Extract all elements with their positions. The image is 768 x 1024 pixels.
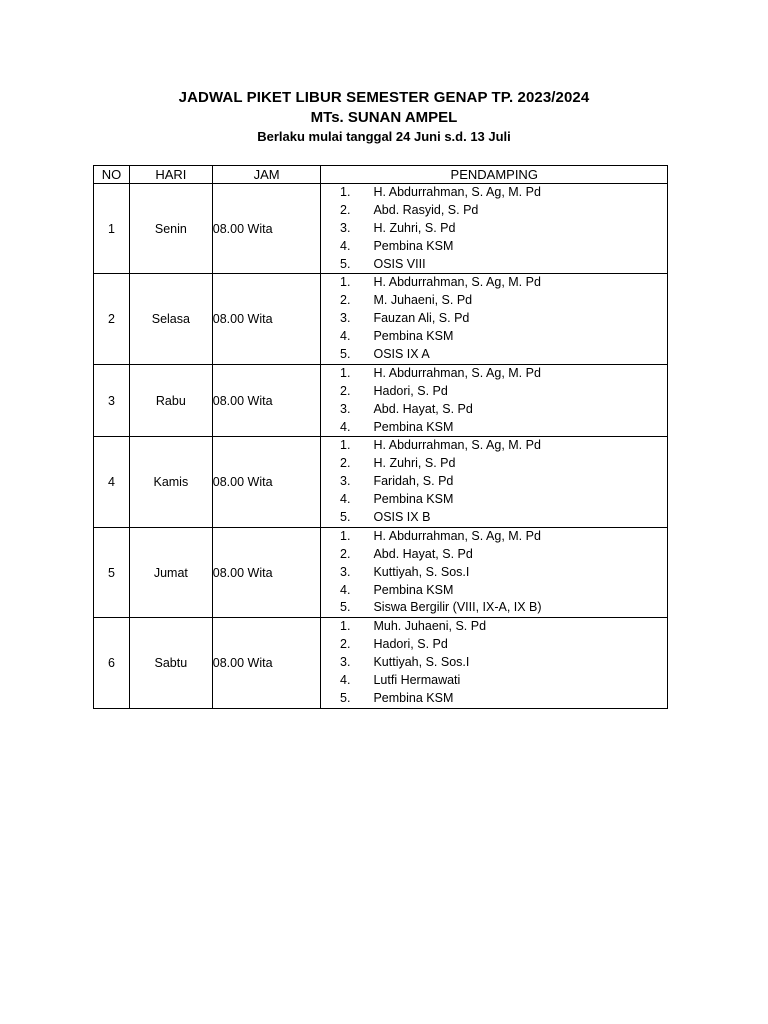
cell-pendamping	[321, 618, 668, 708]
cell-hari: Kamis	[129, 437, 212, 527]
cell-jam: 08.00 Wita	[212, 184, 321, 274]
list-item-number: 1.	[340, 275, 351, 290]
list-item-name: H. Abdurrahman, S. Ag, M. Pd	[373, 275, 541, 290]
list-item-name: Pembina KSM	[373, 582, 454, 597]
cell-no: 5	[94, 527, 130, 617]
column-header-no: NO	[94, 166, 130, 184]
list-item-number: 1.	[340, 185, 351, 199]
school-name: MTs. SUNAN AMPEL	[310, 109, 458, 126]
list-item	[321, 383, 667, 401]
list-item-number: 5.	[340, 347, 351, 362]
list-item	[321, 401, 667, 419]
cell-pendamping	[321, 274, 668, 364]
list-item	[321, 256, 667, 274]
cell-jam: 08.00 Wita	[212, 618, 321, 708]
list-item-name: Pembina KSM	[373, 492, 454, 507]
list-item-name: Fauzan Ali, S. Pd	[373, 311, 470, 326]
list-item-name: Faridah, S. Pd	[373, 474, 454, 489]
document-title: JADWAL PIKET LIBUR SEMESTER GENAP TP. 2023/2024	[178, 89, 590, 106]
list-item-name: Abd. Rasyid, S. Pd	[373, 202, 479, 217]
list-item-number: 5.	[340, 600, 351, 615]
pendamping-list	[321, 437, 667, 526]
list-item-name: Abd. Hayat, S. Pd	[373, 401, 473, 416]
list-item-number: 3.	[340, 474, 351, 489]
cell-jam: 08.00 Wita	[212, 437, 321, 527]
pendamping-list	[321, 618, 667, 707]
list-item-number: 1.	[340, 365, 351, 380]
cell-hari: Rabu	[129, 364, 212, 437]
list-item-name: Pembina KSM	[373, 419, 454, 434]
table-row	[94, 437, 668, 527]
list-item-number: 4.	[340, 419, 351, 434]
list-item	[321, 184, 667, 202]
list-item	[321, 582, 667, 600]
cell-hari: Sabtu	[129, 618, 212, 708]
cell-no: 1	[94, 184, 130, 274]
list-item-name: Kuttiyah, S. Sos.I	[373, 655, 470, 670]
cell-hari: Jumat	[129, 527, 212, 617]
pendamping-list	[321, 365, 667, 437]
list-item	[321, 509, 667, 527]
list-item	[321, 292, 667, 310]
document-header	[0, 88, 768, 146]
list-item-name: H. Zuhri, S. Pd	[373, 220, 456, 235]
cell-hari: Senin	[129, 184, 212, 274]
cell-no: 2	[94, 274, 130, 364]
list-item-number: 3.	[340, 655, 351, 670]
list-item	[321, 672, 667, 690]
list-item-name: Pembina KSM	[373, 329, 454, 344]
list-item	[321, 202, 667, 220]
pendamping-list	[321, 528, 667, 617]
list-item	[321, 473, 667, 491]
list-item-number: 2.	[340, 637, 351, 652]
list-item-name: Siswa Bergilir (VIII, IX-A, IX B)	[373, 600, 542, 615]
cell-no: 3	[94, 364, 130, 437]
column-header-hari: HARI	[129, 166, 212, 184]
table-body	[94, 184, 668, 709]
cell-no: 4	[94, 437, 130, 527]
column-header-jam: JAM	[212, 166, 321, 184]
cell-pendamping	[321, 437, 668, 527]
table-header-row	[94, 166, 668, 184]
cell-pendamping	[321, 184, 668, 274]
duty-schedule-table	[93, 165, 668, 709]
list-item-name: H. Abdurrahman, S. Ag, M. Pd	[373, 365, 541, 380]
list-item-name: Hadori, S. Pd	[373, 383, 448, 398]
list-item-number: 5.	[340, 690, 351, 705]
list-item	[321, 346, 667, 364]
pendamping-list	[321, 274, 667, 363]
list-item-name: OSIS IX B	[373, 510, 431, 525]
list-item-number: 4.	[340, 582, 351, 597]
list-item	[321, 491, 667, 509]
list-item-name: Abd. Hayat, S. Pd	[373, 546, 473, 561]
validity-period: Berlaku mulai tanggal 24 Juni s.d. 13 Juli	[257, 129, 511, 144]
list-item-number: 1.	[340, 438, 351, 453]
list-item-number: 2.	[340, 202, 351, 217]
list-item-number: 3.	[340, 564, 351, 579]
pendamping-list	[321, 184, 667, 273]
list-item	[321, 546, 667, 564]
list-item-name: M. Juhaeni, S. Pd	[373, 293, 473, 308]
cell-no: 6	[94, 618, 130, 708]
list-item-number: 1.	[340, 528, 351, 543]
list-item-number: 2.	[340, 546, 351, 561]
list-item	[321, 636, 667, 654]
table-row	[94, 274, 668, 364]
cell-pendamping	[321, 527, 668, 617]
list-item-name: Kuttiyah, S. Sos.I	[373, 564, 470, 579]
list-item-name: Muh. Juhaeni, S. Pd	[373, 619, 487, 634]
list-item-name: H. Abdurrahman, S. Ag, M. Pd	[373, 185, 541, 199]
list-item-name: Lutfi Hermawati	[373, 673, 461, 688]
cell-jam: 08.00 Wita	[212, 274, 321, 364]
column-header-pendamping: PENDAMPING	[321, 166, 668, 184]
list-item-name: H. Abdurrahman, S. Ag, M. Pd	[373, 438, 541, 453]
list-item-name: H. Zuhri, S. Pd	[373, 456, 456, 471]
list-item-name: OSIS VIII	[373, 256, 426, 271]
list-item	[321, 365, 667, 383]
cell-jam: 08.00 Wita	[212, 364, 321, 437]
list-item-number: 3.	[340, 401, 351, 416]
list-item-number: 2.	[340, 293, 351, 308]
list-item-number: 5.	[340, 256, 351, 271]
list-item-name: Hadori, S. Pd	[373, 637, 448, 652]
table-row	[94, 364, 668, 437]
list-item-number: 2.	[340, 456, 351, 471]
list-item-number: 4.	[340, 673, 351, 688]
list-item	[321, 654, 667, 672]
cell-jam: 08.00 Wita	[212, 527, 321, 617]
table-row	[94, 618, 668, 708]
table-row	[94, 184, 668, 274]
list-item	[321, 220, 667, 238]
cell-pendamping	[321, 364, 668, 437]
list-item-number: 4.	[340, 329, 351, 344]
list-item-number: 4.	[340, 492, 351, 507]
list-item-number: 3.	[340, 311, 351, 326]
list-item-number: 4.	[340, 238, 351, 253]
list-item	[321, 528, 667, 546]
list-item-name: OSIS IX A	[373, 347, 430, 362]
list-item	[321, 618, 667, 636]
table-row	[94, 527, 668, 617]
list-item	[321, 599, 667, 617]
list-item-name: Pembina KSM	[373, 238, 454, 253]
list-item	[321, 564, 667, 582]
list-item	[321, 690, 667, 708]
list-item-number: 2.	[340, 383, 351, 398]
cell-hari: Selasa	[129, 274, 212, 364]
list-item-number: 1.	[340, 619, 351, 634]
list-item	[321, 419, 667, 437]
list-item-number: 5.	[340, 510, 351, 525]
list-item	[321, 274, 667, 292]
list-item	[321, 455, 667, 473]
list-item-number: 3.	[340, 220, 351, 235]
list-item	[321, 437, 667, 455]
list-item-name: H. Abdurrahman, S. Ag, M. Pd	[373, 528, 541, 543]
list-item	[321, 238, 667, 256]
list-item-name: Pembina KSM	[373, 690, 454, 705]
list-item	[321, 310, 667, 328]
list-item	[321, 328, 667, 346]
